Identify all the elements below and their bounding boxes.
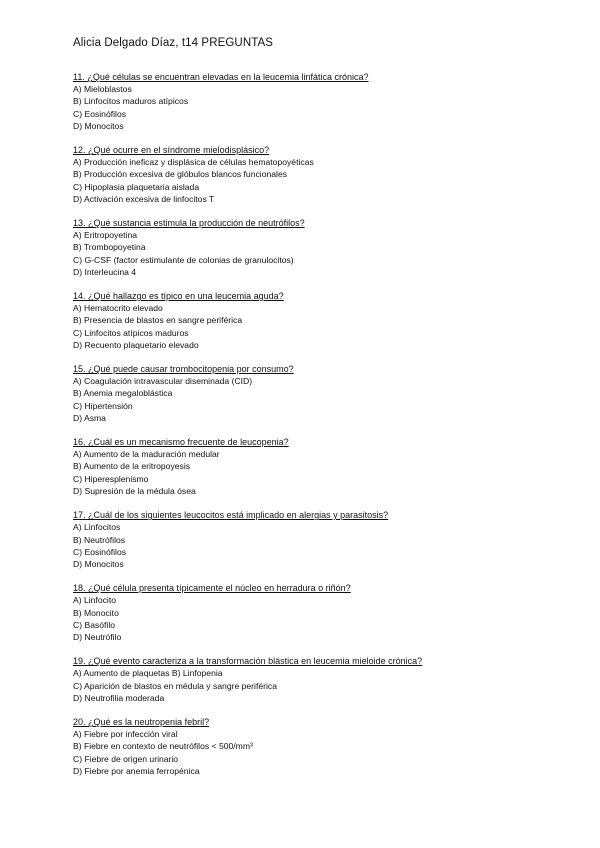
option-b: B) Producción excesiva de glóbulos blancos funcionales	[73, 169, 288, 180]
option-d: D) Interleucina 4	[73, 266, 137, 277]
option-a: A) Coagulación intravascular diseminada (CID)	[73, 376, 253, 387]
question-title: 20. ¿Qué es la neutropenia febril?	[73, 716, 210, 727]
option-c: C) Aparición de blastos en médula y sangre periférica	[73, 680, 277, 691]
option-d: D) Activación excesiva de linfocitos T	[73, 193, 215, 204]
question-title: 14. ¿Qué hallazgo es típico en una leucemia aguda?	[73, 291, 284, 302]
question-title: 12. ¿Qué ocurre en el síndrome mielodisplásico?	[73, 145, 270, 156]
option-d: D) Monocitos	[73, 558, 124, 569]
question-list	[73, 71, 573, 789]
option-a: A) Linfocito	[73, 595, 116, 606]
option-d: D) Monocitos	[73, 120, 124, 131]
option-b: B) Trombopoyetina	[73, 242, 146, 253]
option-b: B) Linfocitos maduros atípicos	[73, 96, 189, 107]
option-d: D) Fiebre por anemia ferropénica	[73, 765, 200, 776]
question-title: 18. ¿Qué célula presenta típicamente el núcleo en herradura o riñón?	[73, 583, 351, 594]
option-a: A) Eritropoyetina	[73, 230, 138, 241]
option-b: B) Neutrófilos	[73, 534, 126, 545]
option-c: C) Basófilo	[73, 619, 116, 630]
option-b: B) Monocito	[73, 607, 119, 618]
question-title: 16. ¿Cuál es un mecanismo frecuente de leucopenia?	[73, 437, 289, 448]
question-14	[73, 290, 573, 351]
option-b: B) Presencia de blastos en sangre periférica	[73, 315, 243, 326]
option-d: D) Recuento plaquetario elevado	[73, 339, 199, 350]
option-b: B) Anemia megaloblástica	[73, 388, 173, 399]
question-18	[73, 582, 573, 643]
option-c: C) Eosinófilos	[73, 546, 127, 557]
option-c: C) Hiperesplenismo	[73, 473, 149, 484]
option-d: D) Supresión de la médula ósea	[73, 485, 196, 496]
question-17	[73, 509, 573, 570]
page-title: Alicia Delgado Díaz, t14 PREGUNTAS	[73, 37, 274, 49]
question-13	[73, 217, 573, 278]
option-a: A) Mieloblastos	[73, 84, 132, 95]
option-c: C) G-CSF (factor estimulante de colonias de granulocitos)	[73, 254, 294, 265]
option-a: A) Hematocrito elevado	[73, 303, 163, 314]
option-b: B) Aumento de la eritropoyesis	[73, 461, 191, 472]
option-c: C) Hipoplasia plaquetaria aislada	[73, 181, 200, 192]
option-c: C) Eosinófilos	[73, 108, 127, 119]
question-title: 17. ¿Cuál de los siguientes leucocitos está implicado en alergias y parasitosis?	[73, 510, 389, 521]
option-c: C) Fiebre de origen urinario	[73, 753, 179, 764]
question-20	[73, 716, 573, 777]
question-title: 13. ¿Qué sustancia estimula la producción de neutrófilos?	[73, 218, 305, 229]
question-16	[73, 436, 573, 497]
question-19	[73, 655, 573, 704]
option-c: C) Linfocitos atípicos maduros	[73, 327, 189, 338]
question-15	[73, 363, 573, 424]
option-d: D) Asma	[73, 412, 106, 423]
option-a: A) Aumento de la maduración medular	[73, 449, 220, 460]
question-title: 15. ¿Qué puede causar trombocitopenia por consumo?	[73, 364, 294, 375]
option-a: A) Producción ineficaz y displásica de células hematopoyéticas	[73, 157, 314, 168]
question-title: 19. ¿Qué evento caracteriza a la transformación blástica en leucemia mieloide crónica?	[73, 656, 423, 667]
option-a: A) Fiebre por infección viral	[73, 729, 178, 740]
option-c: C) Hipertensión	[73, 400, 133, 411]
question-title: 11. ¿Qué células se encuentran elevadas en la leucemia linfática crónica?	[73, 72, 369, 82]
option-d: D) Neutrofilia moderada	[73, 692, 165, 703]
question-12	[73, 144, 573, 205]
question-11	[73, 71, 573, 132]
option-d: D) Neutrófilo	[73, 631, 122, 642]
option-a-b: A) Aumento de plaquetas B) Linfopenia	[73, 668, 223, 679]
option-a: A) Linfocitos	[73, 522, 121, 533]
option-b: B) Fiebre en contexto de neutrófilos < 500/mm³	[73, 741, 253, 752]
